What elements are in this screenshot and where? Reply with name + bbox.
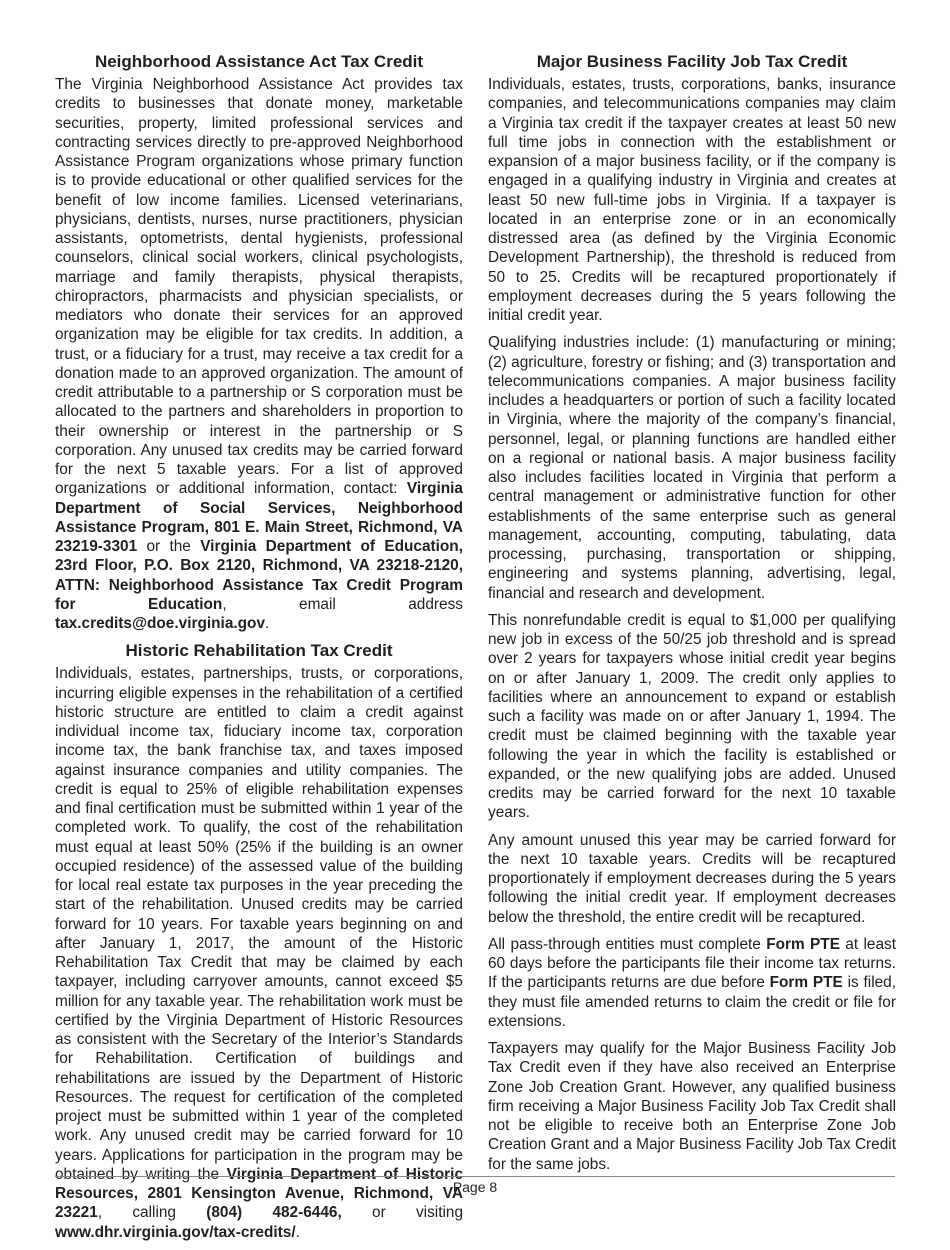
neighborhood-assistance-paragraph: [55, 75, 463, 633]
paragraph: Taxpayers may qualify for the Major Business Facility Job Tax Credit even if they have also received an Enterprise Zone Job Creation Grant. However, any qualified business firm receiving a Major Business Facility Job Tax Credit shall not be eligible to receive both an Enterprise Zone Job Creation Grant and a Major Business Facility Job Tax Credit for the same jobs.: [488, 1040, 896, 1173]
doe-address: Virginia Department of Education, 23rd Floor, P.O. Box 2120, Richmond, VA 23218-2120, ATTN: Neighborhood Assistance Tax Credit Program for Education: [55, 538, 463, 613]
text: , email address: [222, 595, 463, 613]
text: Individuals, estates, partnerships, trusts, or corporations, incurring eligible expenses in the rehabilitation of a certified historic structure are entitled to claim a credit against individual income tax, fiduciary income tax, corporation income tax, the bank franchise tax, and taxes imposed against insurance companies and utility companies. The credit is equal to 25% of eligible rehabilitation expenses and final certification must be submitted within 1 year of the completed work. To qualify, the cost of the rehabilitation must equal at least 50% (25% if the building is an owner occupied residence) of the assessed value of the building for local real estate tax purposes in the year preceding the start of the rehabilitation. Unused credits may be carried forward for 10 years. For taxable years beginning on and after January 1, 2017, the amount of the Historic Rehabilitation Tax Credit that may be claimed by each taxpayer, including carryover amounts, cannot exceed $5 million for any taxable year. The rehabilitation work must be certified by the Virginia Department of Historic Resources as consistent with the Secretary of the Interior’s Standards for Rehabilitation. Certification of buildings and rehabilitations are issued by the Department of Historic Resources. The request for certification of the completed project must be submitted within 1 year of the completed work. Any unused credit may be carried forward for 10 years. Applications for participation in the program may be obtained by writing the: [55, 665, 463, 1183]
section-heading-historic-rehabilitation: Historic Rehabilitation Tax Credit: [125, 641, 393, 661]
form-name: Form PTE: [766, 935, 840, 953]
paragraph: [488, 935, 896, 1031]
text: , calling: [97, 1204, 207, 1222]
dhr-address: Virginia Department of Historic Resources, 2801 Kensington Avenue, Richmond, VA 23221: [55, 1165, 464, 1222]
paragraph: This nonrefundable credit is equal to $1,000 per qualifying new job in excess of the 50/25 job threshold and is spread over 2 years for taxpayers whose initial credit year begins on or after January 1, 2009. The credit only applies to facilities where an announcement to expand or establish such a facility was made on or after January 1, 1994. The credit must be claimed beginning with the taxable year following the year in which the facility is established or expanded, or the new qualifying jobs are added. Unused credits may be carried forward for the next 10 taxable years.: [488, 611, 896, 822]
section-heading-major-business-facility: Major Business Facility Job Tax Credit: [536, 52, 848, 71]
historic-rehabilitation-paragraph: [55, 664, 463, 1242]
text: .: [295, 1223, 300, 1241]
email-address: tax.credits@doe.virginia.gov: [55, 615, 266, 632]
phone-number: (804) 482-6446,: [206, 1204, 342, 1222]
text: All pass-through entities must complete: [488, 935, 767, 953]
text: .: [265, 615, 270, 632]
form-name: Form PTE: [769, 974, 843, 992]
right-column: [488, 52, 896, 1182]
text: or visiting: [341, 1204, 464, 1222]
text: or the: [137, 538, 201, 555]
paragraph: Individuals, estates, trusts, corporations, banks, insurance companies, and telecommunications companies may claim a Virginia tax credit if the taxpayer creates at least 50 new full time jobs in connection with the establishment or expansion of a major business facility, or if the company is engaged in a qualifying industry in Virginia and creates at least 50 new full-time jobs in Virginia. If a taxpayer is located in an enterprise zone or in an economically distressed area (as defined by the Virginia Economic Development Partnership), the threshold is reduced from 50 to 25. Credits will be recaptured proportionately if employment decreases during the 5 years following the initial credit year.: [488, 76, 896, 324]
text: at least 60 days before the participants file their income tax returns. If the participants returns are due before: [488, 935, 896, 992]
page-number: Page 8: [452, 1179, 498, 1195]
paragraph: Any amount unused this year may be carried forward for the next 10 taxable years. Credits will be recaptured proportionately if employment decreases during the 5 years following the initial credit year. If employment decreases below the threshold, the entire credit will be recaptured.: [488, 831, 896, 926]
text: is filed, they must file amended returns to claim the credit or file for extensions.: [488, 974, 897, 1030]
text: The Virginia Neighborhood Assistance Act provides tax credits to businesses that donate money, marketable securities, property, limited professional services and contracting services directly to pre-approved Neighborhood Assistance Program organizations whose primary function is to provide educational or other qualified services for the benefit of low income families. Licensed veterinarians, physicians, dentists, nurses, nurse practitioners, physician assistants, optometrists, dental hygienists, professional counselors, clinical social workers, clinical psychologists, marriage and family therapists, physical therapists, chiropractors, pharmacists and physician specialists, or mediators who donate their services for an approved organization may be eligible for tax credits. In addition, a trust, or a fiduciary for a trust, may receive a tax credit for a donation made to an approved organization. The amount of credit attributable to a partnership or S corporation must be allocated to the partners and shareholders in proportion to their ownership or interest in the partnership or S corporation. Any unused tax credits may be carried forward for the next 5 taxable years. For a list of approved organizations or additional information, contact:: [55, 76, 463, 498]
dhr-website: www.dhr.virginia.gov/tax-credits/: [55, 1223, 296, 1241]
section-heading-neighborhood-assistance: Neighborhood Assistance Act Tax Credit: [94, 52, 424, 71]
dss-address: Virginia Department of Social Services, Neighborhood Assistance Program, 801 E. Main Street, Richmond, VA 23219-3301: [55, 480, 463, 555]
footer-divider: [55, 1176, 895, 1177]
left-column: [55, 52, 463, 1250]
paragraph: Qualifying industries include: (1) manufacturing or mining; (2) agriculture, forestry or fishing; and (3) transportation and telecommunications companies. A major business facility includes a headquarters or portion of such a facility located in Virginia, where the majority of the company’s financial, personnel, legal, or planning functions are handled either on a regional or national basis. A major business facility also includes facilities located in Virginia that perform a central management or administrative function for other establishments of the same enterprise such as general management, accounting, computing, tabulating, data processing, purchasing, transportation or shipping, engineering and systems planning, advertising, legal, financial and research and development.: [488, 334, 896, 602]
